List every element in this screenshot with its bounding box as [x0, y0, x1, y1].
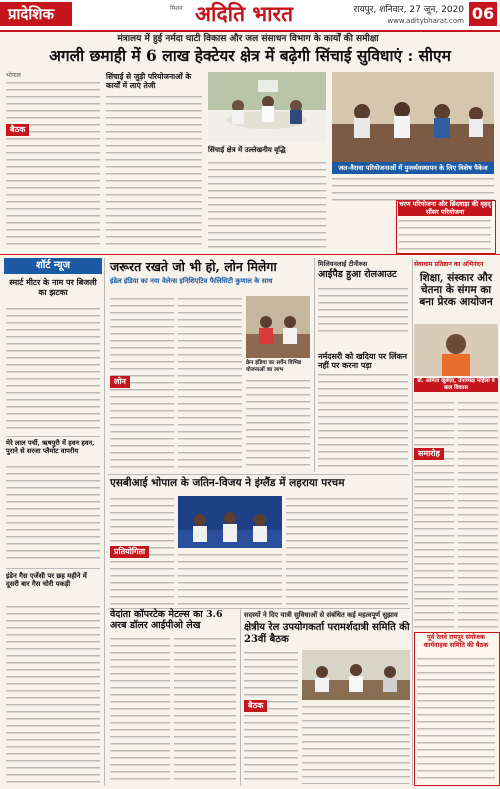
essay-badge: प्रतियोगिता [110, 546, 149, 558]
dateline: रायपुर, शनिवार, 27 जून, 2020 [353, 5, 464, 15]
sevadham-photo-caption: डॉ. अमिता खुबेज़ा, उपाध्यक्ष महिला व बाल विकास [414, 378, 498, 392]
ipad-kicker: मिलियनलाई टीनीरुस [318, 260, 368, 268]
short-news-1-title: स्मार्ट मीटर के नाम पर बिजली का झटका [9, 277, 97, 297]
brand-prefix: मिशन [170, 5, 183, 12]
lead-headline: अगली छमाही में 6 लाख हेक्टेयर क्षेत्र में बढ़ेगी सिंचाई सुविधाएं : सीएम [49, 46, 451, 65]
railway-body-col2 [302, 704, 410, 784]
railway-photo-illustration [302, 650, 410, 700]
essay-body-col2 [178, 552, 282, 606]
railway-headline: क्षेत्रीय रेल उपयोगकर्ता परामर्शदात्री समिति की 23वीं बैठक [244, 622, 410, 645]
side-box-body [399, 218, 491, 250]
loan-photo-caption: क्रेन इंडिया का सर्वेन विभिन्न योजनाओं का लाभ [246, 360, 302, 373]
short-news-3-title: इंडेन गैस एजेंसी पर छह महीने में दूसरी बार गैस चोरी पकड़ी [6, 572, 87, 589]
railway-body-col1 [244, 650, 298, 784]
lead-subhead-1: सिंचाई से जुड़ी परियोजनाओं के कार्यों में लाएं तेजी [106, 72, 192, 90]
column-divider-left [104, 258, 105, 786]
ipad-headline: आईपैड हुआ रोलआउट [318, 269, 397, 280]
lead-kicker: मंत्रालय में हुई नर्मदा घाटी विकास और जल संसाधन विभाग के कार्यों की समीक्षा [117, 34, 379, 44]
railway-badge: बैठक [244, 700, 267, 712]
lead-body-col3 [208, 160, 326, 250]
masthead [0, 0, 500, 30]
railway-photo [302, 650, 410, 700]
newspaper-brand: अदिति भारत [195, 1, 294, 26]
short-news-1-body [6, 306, 100, 432]
lead-body-col1 [6, 80, 100, 250]
short-news-3-body [6, 604, 100, 784]
loan-subhead: इंडेल इंडिया का नया वेलेन्स इनिशिएटिव फैलिसिटी कुणाल के साथ [110, 277, 273, 285]
loan-badge: लोन [110, 376, 130, 388]
sevadham-badge: समारोह [414, 448, 444, 460]
ipad-body [318, 286, 408, 336]
sevadham-body-col2 [458, 400, 498, 628]
short-news-2-title: मेरे लाल पर्ची, ऋषपुरी में हवन हवन, पुराने से सरजा प्लैमोट वापरीय [6, 439, 95, 455]
meeting-photo [208, 72, 326, 142]
sevadham-body-col1 [414, 400, 454, 628]
sevadham-kicker: सेवाधाम प्रतिष्ठान का अभिनंदन [414, 261, 484, 268]
lead-body-col2 [106, 94, 202, 250]
short-news-divider-2 [6, 568, 100, 569]
short-news-header: शॉर्ट न्यूज [4, 258, 102, 274]
officials-photo-illustration [332, 72, 494, 162]
lead-subhead-2: सिंचाई क्षेत्र में उल्लेखनीय वृद्धि [208, 145, 286, 154]
officials-photo [332, 72, 494, 162]
masthead-rule [0, 30, 500, 32]
sevadham-photo [414, 324, 498, 376]
essay-photo-illustration [178, 496, 282, 548]
meeting-photo-illustration [208, 72, 326, 142]
bottom-right-box-body [417, 656, 495, 782]
essay-body-col3 [286, 496, 408, 606]
narmada-subhead: नर्मदसरी को खदिया पर लिंकन नहीं पर करना पड़ा [318, 351, 408, 371]
railway-kicker: सदस्यों ने दिए यात्री सुविधाओं से संबंधित कई महत्वपूर्ण सुझाव [244, 611, 398, 619]
sevadham-headline: शिक्षा, संस्कार और चेतना के संगम का बना प्रेरक आयोजन [419, 272, 493, 309]
column-divider-mid [314, 258, 315, 472]
website-link[interactable]: www.aditybharat.com [387, 17, 464, 25]
short-news-2-body [6, 464, 100, 564]
loan-photo [246, 296, 310, 358]
essay-rule [108, 474, 410, 475]
narmada-body [318, 372, 408, 472]
lead-badge: बैठक [6, 124, 29, 136]
short-news-divider-1 [6, 436, 100, 437]
section-label: प्रादेशिक [0, 2, 72, 26]
column-divider-right [412, 258, 413, 786]
loan-body-col2 [178, 296, 242, 470]
loan-headline: जरूरत रखते जो भी हो, लोन मिलेगा [110, 259, 277, 274]
officials-photo-caption: जल-वैरावा परियोजनाओं में पुनर्व्यवस्थापन के लिए विशेष पैकेज [332, 162, 494, 174]
bottom-right-box-title: पूर्व रेलवे रायपुर संयोजक कार्यवाहक समिति की बैठक [423, 633, 489, 649]
essay-headline: एसबीआई भोपाल के जतिन-विजय ने इंग्लैंड में लहराया परचम [110, 477, 345, 489]
loan-photo-illustration [246, 296, 310, 358]
section-divider [0, 254, 500, 255]
side-box-title: चरण परियोजना और छिंदवाड़ा की वृहद् सौंसर परियोजना [399, 200, 491, 216]
vedanta-body-col1 [110, 636, 170, 784]
vedanta-body-col2 [174, 636, 236, 784]
lead-byline: भोपाल [6, 72, 21, 79]
sevadham-photo-illustration [414, 324, 498, 376]
vedanta-headline: वेदांता कॉपरटेक मेटल्स का 3.6 अरब डॉलर आईपीओ लेख [110, 609, 223, 631]
column-divider-bottom [240, 608, 241, 786]
page-number: 06 [469, 2, 497, 26]
essay-photo [178, 496, 282, 548]
loan-body-col3 [246, 378, 310, 470]
caption-body [332, 176, 494, 202]
